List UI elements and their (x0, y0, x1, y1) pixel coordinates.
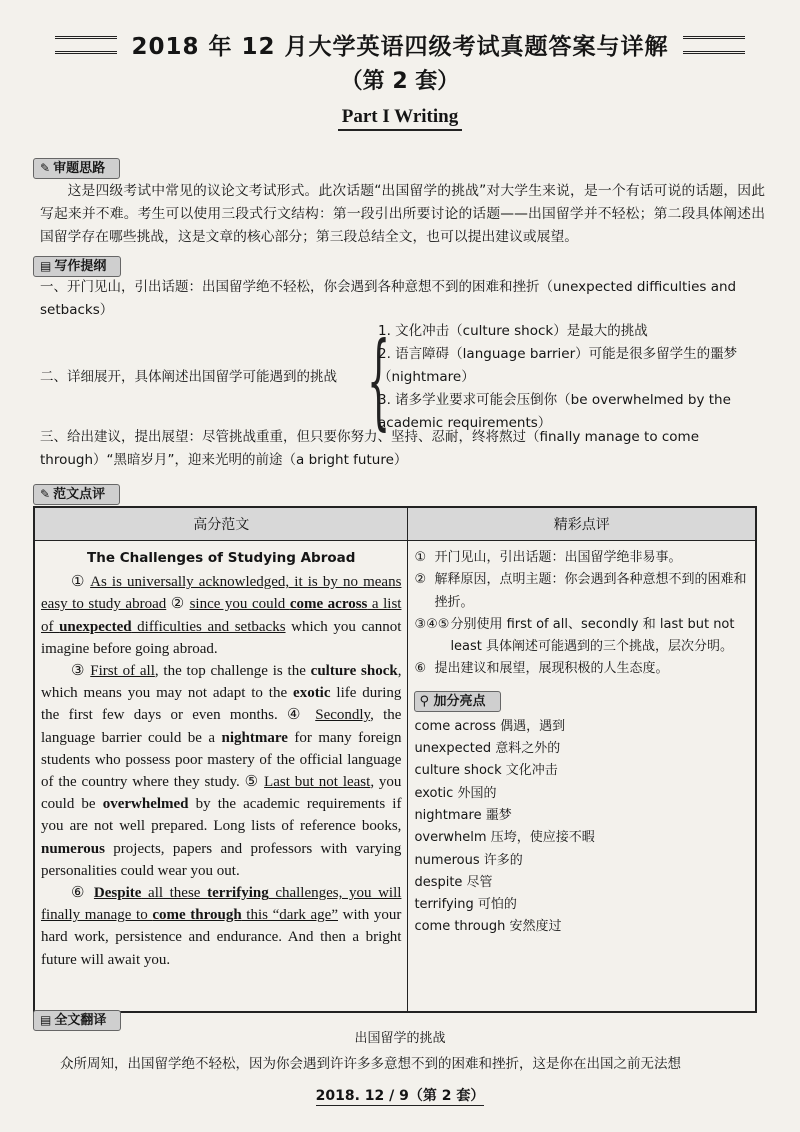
title-decoration-left (55, 36, 117, 54)
vocab-item: exotic 外国的 (414, 785, 497, 801)
comment-number: ② (414, 572, 427, 588)
analysis-text: 这是四级考试中常见的议论文考试形式。此次话题“出国留学的挑战”对大学生来说，是一个有话可说的话题，因此写起来并不难。考生可以使用三段式行文结构：第一段引出所要讨论的话题——出国留学并不轻松；第二段具体阐述出国留学存在哪些挑战，这是文章的核心部分；第三段总结全文，也可以提出建议或展望。 (40, 183, 765, 245)
part-heading-text: Part I Writing (338, 106, 462, 131)
outline-item-1: 1. 文化冲击（culture shock）是最大的挑战 (378, 323, 648, 339)
model-essay (35, 541, 407, 971)
essay-paragraph-2: ③ First of all, the top challenge is the culture shock, which means you may not adapt to the exotic life during the first few days or even months. ④ Secondly, the language barrier could be a nightmare for many foreign students who possess poor mastery of the official language of the country where they study. ⑤ Last but not least, you could be overwhelmed by the academic requirements if you are not well prepared. Long lists of reference books, numerous projects, papers and professors with varying personalities could wear you out. (41, 663, 402, 879)
section-tag-analysis (33, 158, 120, 179)
magnifier-icon: ⚲ (419, 693, 429, 709)
comment-text: 提出建议和展望，展现积极的人生态度。 (434, 661, 669, 677)
comment-text: 解释原因，点明主题：你会遇到各种意想不到的困难和挫折。 (434, 572, 747, 610)
page-footer-text: 2018. 12 / 9（第 2 套） (315, 1088, 485, 1104)
review-table (33, 506, 757, 1013)
vocab-item: numerous 许多的 (414, 852, 523, 868)
vocab-item: despite 尽管 (414, 874, 493, 890)
essay-title: The Challenges of Studying Abroad (87, 550, 356, 566)
vocab-item: culture shock 文化冲击 (414, 763, 558, 779)
outline-brace: { (367, 319, 391, 441)
page-footer (0, 1085, 800, 1105)
comment-number: ① (414, 550, 427, 565)
comments-list (408, 541, 755, 939)
vocab-item: unexpected 意料之外的 (414, 741, 561, 757)
translation-title: 出国留学的挑战 (354, 1031, 446, 1046)
title-row (0, 28, 800, 61)
outline-point-1 (40, 276, 765, 322)
vocab-item: nightmare 噩梦 (414, 807, 512, 823)
pen-icon: ✎ (40, 161, 51, 175)
outline-point-3: 三、给出建议，提出展望：尽管挑战重重，但只要你努力、坚持、忍耐，终将熬过（finally manage to come through）“黑暗岁月”，迎来光明的前途（a bright future） (40, 429, 700, 468)
vocab-item: come across 偶遇，遇到 (414, 718, 566, 734)
essay-paragraph-1: ① As is universally acknowledged, it is by no means easy to study abroad ② since you could come across a list of unexpected difficulties and setbacks which you cannot imagine before going abroad. (41, 574, 402, 657)
section-tag-review-label: 范文点评 (53, 487, 106, 502)
outline-point-1-text: 一、开门见山，引出话题：出国留学绝不轻松，你会遇到各种意想不到的困难和挫折（unexpected difficulties and setbacks） (40, 279, 737, 318)
highlight-tag (414, 691, 500, 712)
vocab-item: terrifying 可怕的 (414, 897, 517, 913)
comment-number: ⑥ (414, 661, 427, 677)
comment-item (414, 569, 749, 614)
column-header-comments: 精彩点评 (408, 507, 756, 541)
comment-text: 分别使用 first of all、secondly 和 last but not least 具体阐述可能遇到的三个挑战，层次分明。 (450, 616, 735, 655)
vocab-item: overwhelm 压垮，使应接不暇 (414, 830, 595, 846)
comment-item (414, 658, 749, 680)
note-icon: ▤ (40, 1013, 52, 1027)
section-tag-outline (33, 256, 121, 277)
comment-item (414, 614, 749, 659)
outline-item-2: 2. 语言障碍（language barrier）可能是很多留学生的噩梦（nightmare） (378, 346, 738, 385)
section-tag-review (33, 484, 120, 505)
comments-cell (408, 541, 756, 1013)
page-title: 2018 年 12 月大学英语四级考试真题答案与详解 (131, 34, 669, 60)
comment-item (414, 547, 749, 569)
translation-text: 众所周知，出国留学绝不轻松，因为你会遇到许许多多意想不到的困难和挫折，这是你在出国之前无法想 (60, 1056, 681, 1072)
essay-paragraph-3: ⑥ Despite all these terrifying challenges, you will finally manage to come through this “dark age” with your hard work, persistence and endurance. And then a bright future will await you. (41, 885, 402, 968)
column-header-essay: 高分范文 (34, 507, 408, 541)
comment-number: ③④⑤ (414, 616, 450, 632)
title-decoration-right (683, 36, 745, 54)
vocab-list (414, 716, 749, 939)
outline-item-3: 3. 诸多学业要求可能会压倒你（be overwhelmed by the academic requirements） (378, 392, 731, 431)
vocab-item: come through 安然度过 (414, 919, 562, 935)
section-tag-translation-label: 全文翻译 (54, 1013, 107, 1028)
note-icon: ▤ (40, 259, 52, 273)
highlight-tag-label: 加分亮点 (433, 693, 486, 709)
part-heading (0, 106, 800, 128)
pen-icon: ✎ (40, 487, 51, 501)
comment-text: 开门见山，引出话题：出国留学绝非易事。 (434, 550, 682, 565)
section-tag-analysis-label: 审题思路 (53, 161, 106, 176)
outline-point-2-lead: 二、详细展开，具体阐述出国留学可能遇到的挑战 (40, 369, 337, 385)
section-tag-outline-label: 写作提纲 (54, 259, 107, 274)
page-subtitle: （第 2 套） (340, 69, 460, 94)
outline-point-2-items (378, 320, 763, 435)
essay-cell (34, 541, 408, 1013)
